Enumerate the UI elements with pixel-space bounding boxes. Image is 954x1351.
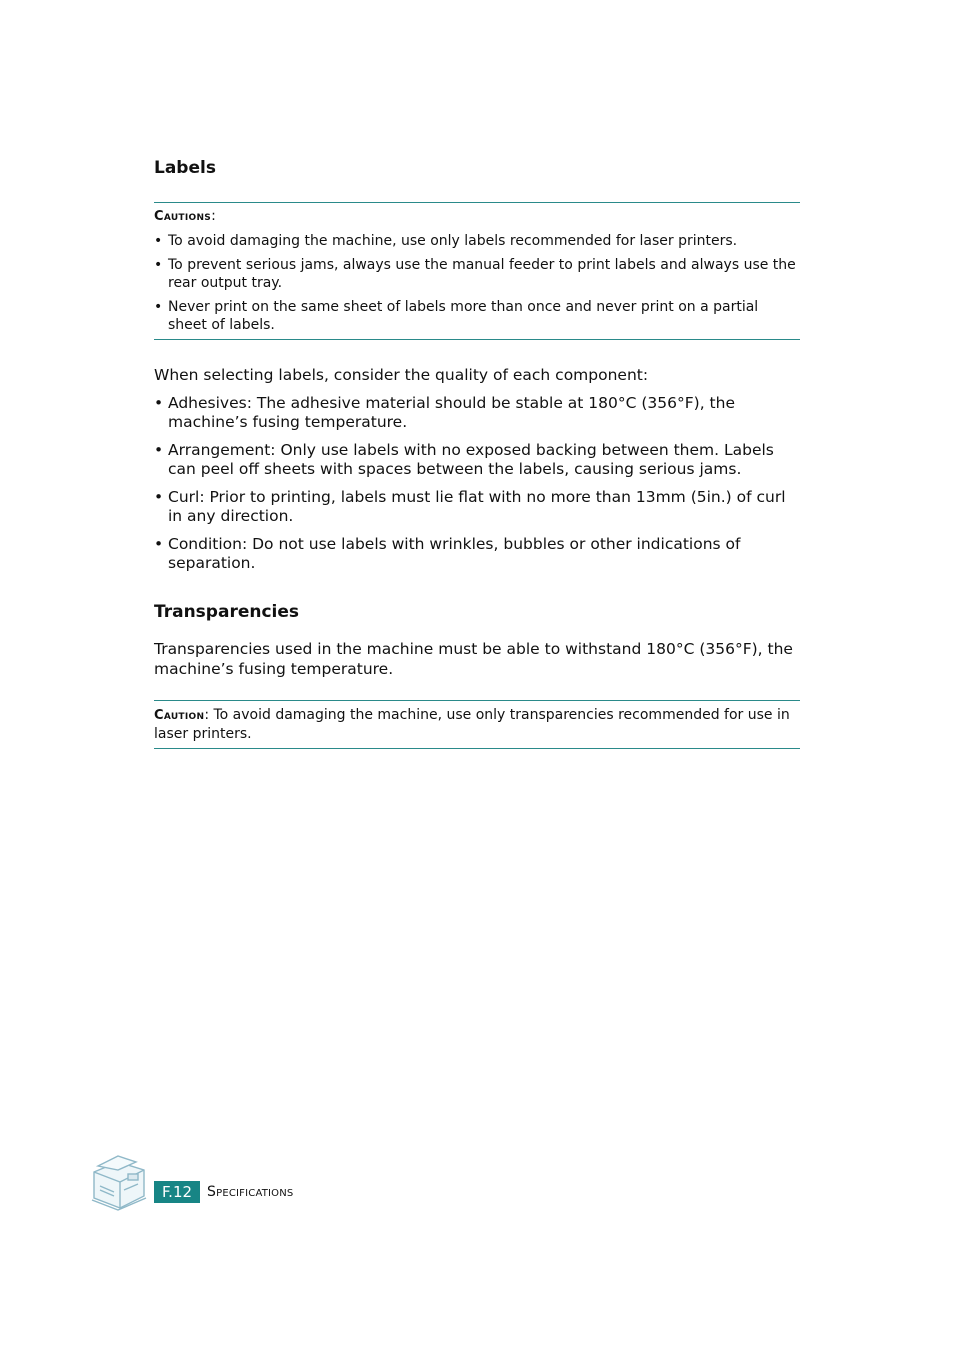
caution-text: : To avoid damaging the machine, use only transparencies recommended for use in laser printers. xyxy=(154,707,790,742)
labels-intro: When selecting labels, consider the quality of each component: xyxy=(154,366,649,384)
component-item: • Condition: Do not use labels with wrinkles, bubbles or other indications of separation. xyxy=(154,535,800,574)
cautions-box xyxy=(154,207,800,334)
cautions-bottom-rule xyxy=(154,339,800,340)
labels-component-list xyxy=(154,394,800,574)
transparencies-heading: Transparencies xyxy=(154,602,300,622)
labels-heading: Labels xyxy=(154,158,216,178)
labels-body xyxy=(154,366,800,574)
transparency-caution-bottom-rule xyxy=(154,748,800,749)
caution-label: Caution xyxy=(154,708,205,723)
component-item: • Curl: Prior to printing, labels must lie flat with no more than 13mm (5in.) of curl in any direction. xyxy=(154,488,800,527)
transparency-caution-top-rule xyxy=(154,700,800,701)
printer-icon xyxy=(88,1150,148,1218)
component-item: • Arrangement: Only use labels with no exposed backing between them. Labels can peel off sheets with spaces between the labels, causing serious jams. xyxy=(154,441,800,480)
cautions-top-rule xyxy=(154,202,800,203)
transparencies-body: Transparencies used in the machine must be able to withstand 180°C (356°F), the machine’s fusing temperature. xyxy=(154,640,793,678)
transparency-caution xyxy=(154,706,800,743)
cautions-colon: : xyxy=(211,208,216,224)
footer-section-title: Specifications xyxy=(207,1184,294,1200)
component-item: • Adhesives: The adhesive material should be stable at 180°C (356°F), the machine’s fusing temperature. xyxy=(154,394,800,433)
transparencies-body-wrap xyxy=(154,640,800,679)
caution-item: • Never print on the same sheet of labels more than once and never print on a partial sheet of labels. xyxy=(154,298,800,334)
cautions-list xyxy=(154,232,800,334)
labels-heading-wrap xyxy=(154,158,800,178)
transparencies-heading-wrap xyxy=(154,602,800,622)
caution-item: • To prevent serious jams, always use the manual feeder to print labels and always use the rear output tray. xyxy=(154,256,800,292)
page-number-badge: F.12 xyxy=(154,1181,200,1203)
cautions-label: Cautions xyxy=(154,209,212,224)
cautions-title xyxy=(154,207,800,226)
caution-item: • To avoid damaging the machine, use only labels recommended for laser printers. xyxy=(154,232,800,250)
